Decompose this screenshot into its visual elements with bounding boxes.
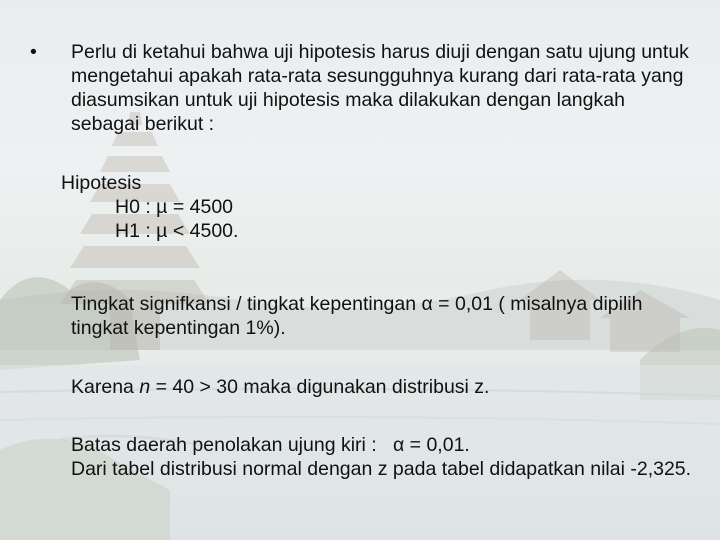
- rejection-region-paragraph: [71, 433, 701, 481]
- significance-paragraph: Tingkat signifkansi / tingkat kepentingan α = 0,01 ( misalnya dipilih tingkat kepentingan 1%).: [71, 293, 643, 339]
- sample-size-paragraph: [71, 375, 701, 399]
- rejection-region-line: Batas daerah penolakan ujung kiri : α = 0,01.: [71, 434, 470, 456]
- bullet-marker: •: [30, 41, 37, 63]
- hypothesis-label: Hipotesis: [61, 172, 142, 194]
- karena-suffix: = 40 > 30 maka digunakan distribusi z.: [150, 376, 490, 398]
- intro-text: Perlu di ketahui bahwa uji hipotesis harus diuji dengan satu ujung untuk mengetahui apakah rata-rata sesungguhnya kurang dari rata-rata yang diasumsikan untuk uji hipotesis maka dilakukan dengan langkah sebagai berikut :: [71, 41, 689, 135]
- alternative-hypothesis: H1 : µ < 4500.: [115, 220, 239, 242]
- intro-bullet: [30, 40, 690, 136]
- n-variable: n: [139, 376, 151, 398]
- hypothesis-block: [61, 171, 238, 243]
- table-value-line: Dari tabel distribusi normal dengan z pada tabel didapatkan nilai -2,325.: [71, 458, 692, 480]
- karena-prefix: Karena: [71, 376, 140, 398]
- null-hypothesis: H0 : µ = 4500: [115, 196, 234, 218]
